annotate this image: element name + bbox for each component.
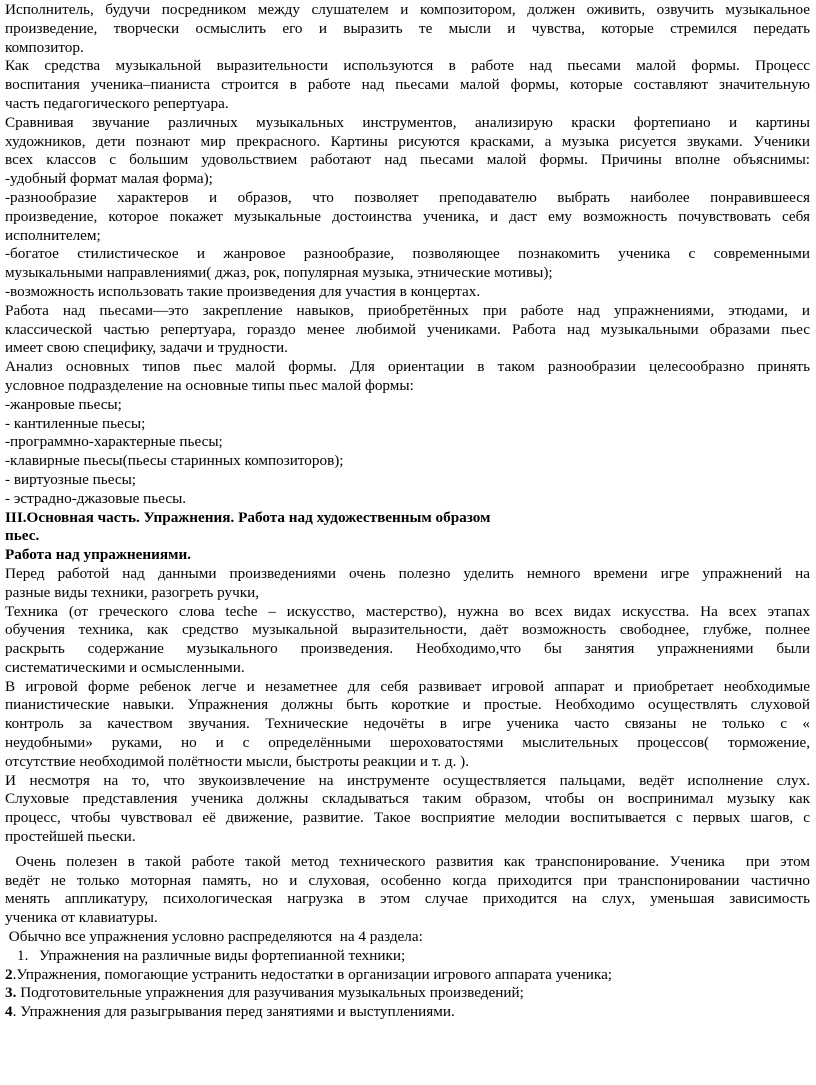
text-line: ученика от клавиатуры.: [5, 909, 158, 927]
text-line: всех классов с большим удовольствием работают над пьесами малой формы. Причины вполне объяснимы:: [5, 151, 810, 169]
list-item: - кантиленные пьесы;: [5, 414, 146, 432]
paragraph-sections-intro: Обычно все упражнения условно распределяются на 4 раздела:: [5, 928, 423, 946]
list-item: -клавирные пьесы(пьесы старинных композиторов);: [5, 452, 344, 470]
text-line: часть педагогического репертуара.: [5, 94, 229, 112]
subsection-heading: Работа над упражнениями.: [5, 546, 192, 564]
exercise-sections-list: [5, 947, 810, 1022]
text-line: разные виды техники, разогреть ручки,: [5, 583, 260, 601]
text-line: менять аппликатуру, психологическая нагрузка в этом случае приходится на слух, уменьшая зависимость: [5, 890, 810, 908]
text-line: Перед работой над данными произведениями очень полезно уделить немного времени игре упражнений на: [5, 564, 810, 582]
text-line: классической частью репертуара, гораздо менее любимой учениками. Работа над музыкальными образами пьес: [5, 320, 810, 338]
list-item: -жанровые пьесы;: [5, 395, 122, 413]
text-line: контроль за качеством звучания. Технические недочёты в игре ученика часто связаны не только с «: [5, 715, 810, 733]
list-number: 3.: [5, 984, 17, 1002]
paragraph-warmup: [5, 565, 810, 603]
text-line: обучения техника, как средство музыкальной выразительности, даёт возможность свободнее, глубже, полнее: [5, 621, 810, 639]
text-line: В игровой форме ребенок легче и незаметнее для себя развивает игровой аппарат и приобретает необходимые: [5, 677, 810, 695]
text-line: процесс, чтобы чувствовал её движение, развитие. Такое восприятие мелодии воспитывается с первых шагов, с: [5, 809, 810, 827]
piece-types-list: [5, 396, 810, 509]
reason-item: [5, 189, 810, 245]
list-text: .Упражнения, помогающие устранить недостатки в организации игрового аппарата ученика;: [12, 965, 613, 983]
text-line: произведение, которое покажет музыкальные достоинства ученика, и даст ему возможность почувствовать себя: [5, 207, 810, 225]
text-line: композитор.: [5, 38, 84, 56]
text-line: неудобными» руками, но и с определёнными шероховатостями мыслительных процессов( торможение,: [5, 734, 810, 752]
paragraph-small-form-means: [5, 57, 810, 113]
text-line: воспитания ученика–пианиста строится в работе над пьесами малой формы, которые составляют значительную: [5, 76, 810, 94]
text-line: -богатое стилистическое и жанровое разнообразие, позволяющее познакомить ученика с современными: [5, 245, 810, 263]
text-line: Анализ основных типов пьес малой формы. Для ориентации в таком разнообразии целесообразно принять: [5, 358, 810, 376]
text-line: пианистические навыки. Упражнения должны быть короткие и простые. Необходимо осуществлять слуховой: [5, 696, 810, 714]
text-line: раскрыть содержание музыкального произведения. Необходимо,что бы занятия упражнениями были: [5, 640, 810, 658]
text-line: Техника (от греческого слова teche – искусство, мастерство), нужна во всех видах искусства. На всех этапах: [5, 602, 810, 620]
text-line: И несмотря на то, что звукоизвлечение на инструменте осуществляется пальцами, ведёт исполнение слух.: [5, 771, 810, 789]
list-number: 2: [5, 965, 13, 983]
text-line: Работа над пьесами—это закрепление навыков, приобретённых при работе над упражнениями, этюдами, и: [5, 301, 810, 319]
text-line: художников, дети познают мир прекрасного. Картины рисуются красками, а музыка рисуется звуками. Ученики: [5, 132, 810, 150]
text-line: имеет свою специфику, задачи и трудности.: [5, 339, 288, 357]
list-text: Подготовительные упражнения для разучивания музыкальных произведений;: [16, 984, 524, 1002]
reason-item: -удобный формат малая форма);: [5, 170, 213, 188]
paragraph-comparing-instruments: [5, 114, 810, 170]
paragraph-hearing: [5, 772, 810, 847]
list-text: . Упражнения для разыгрывания перед занятиями и выступлениями.: [12, 1003, 455, 1021]
text-line: отсутствие необходимой полётности мысли, быстроты реакции и т. д. ).: [5, 752, 470, 770]
section-heading-continued: пьес.: [5, 527, 40, 545]
list-item: [5, 984, 810, 1003]
list-number: 4: [5, 1003, 13, 1021]
list-item: [5, 1003, 810, 1022]
text-line: Слуховые представления ученика должны складываться таким образом, чтобы он воспринимал музыку как: [5, 790, 810, 808]
text-line: Сравнивая звучание различных музыкальных инструментов, анализирую краски фортепиано и картины: [5, 113, 810, 131]
text-line: систематическими и осмысленными.: [5, 658, 245, 676]
list-item: [5, 947, 810, 966]
list-text: Упражнения на различные виды фортепианной техники;: [39, 946, 406, 964]
text-line: произведение, творчески осмыслить его и выразить те мысли и чувства, которые стремился передать: [5, 19, 810, 37]
text-line: простейшей пьески.: [5, 828, 136, 846]
text-line: условное подразделение на основные типы пьес малой формы:: [5, 376, 414, 394]
section-heading: III.Основная часть. Упражнения. Работа над художественным образом: [5, 508, 491, 526]
list-item: -программно-характерные пьесы;: [5, 433, 223, 451]
paragraph-performer: [5, 1, 810, 57]
reason-item: [5, 245, 810, 283]
text-line: музыкальными направлениями( джаз, рок, популярная музыка, этнические мотивы);: [5, 264, 553, 282]
text-line: Очень полезен в такой работе такой метод технического развития как транспонирование. Ученика при этом: [5, 852, 810, 870]
list-item: - эстрадно-джазовые пьесы.: [5, 489, 187, 507]
paragraph-analysis-types: [5, 358, 810, 396]
list-item: - виртуозные пьесы;: [5, 470, 136, 488]
paragraph-play-form: [5, 678, 810, 772]
paragraph-technique: [5, 603, 810, 678]
text-line: исполнителем;: [5, 226, 101, 244]
text-line: Исполнитель, будучи посредником между слушателем и композитором, должен оживить, озвучить музыкальное: [5, 1, 810, 18]
list-item: [5, 966, 810, 985]
reason-item: -возможность использовать такие произведения для участия в концертах.: [5, 282, 481, 300]
text-line: ведёт не только моторная память, но и слуховая, особенно когда приходится при транспонировании частично: [5, 871, 810, 889]
text-line: -разнообразие характеров и образов, что позволяет преподавателю выбрать наиболее понравившееся: [5, 188, 810, 206]
paragraph-work-on-pieces: [5, 302, 810, 358]
paragraph-transposition: [5, 847, 810, 928]
list-number: 1.: [17, 946, 29, 964]
text-line: Как средства музыкальной выразительности используются в работе над пьесами малой формы. Процесс: [5, 57, 810, 75]
